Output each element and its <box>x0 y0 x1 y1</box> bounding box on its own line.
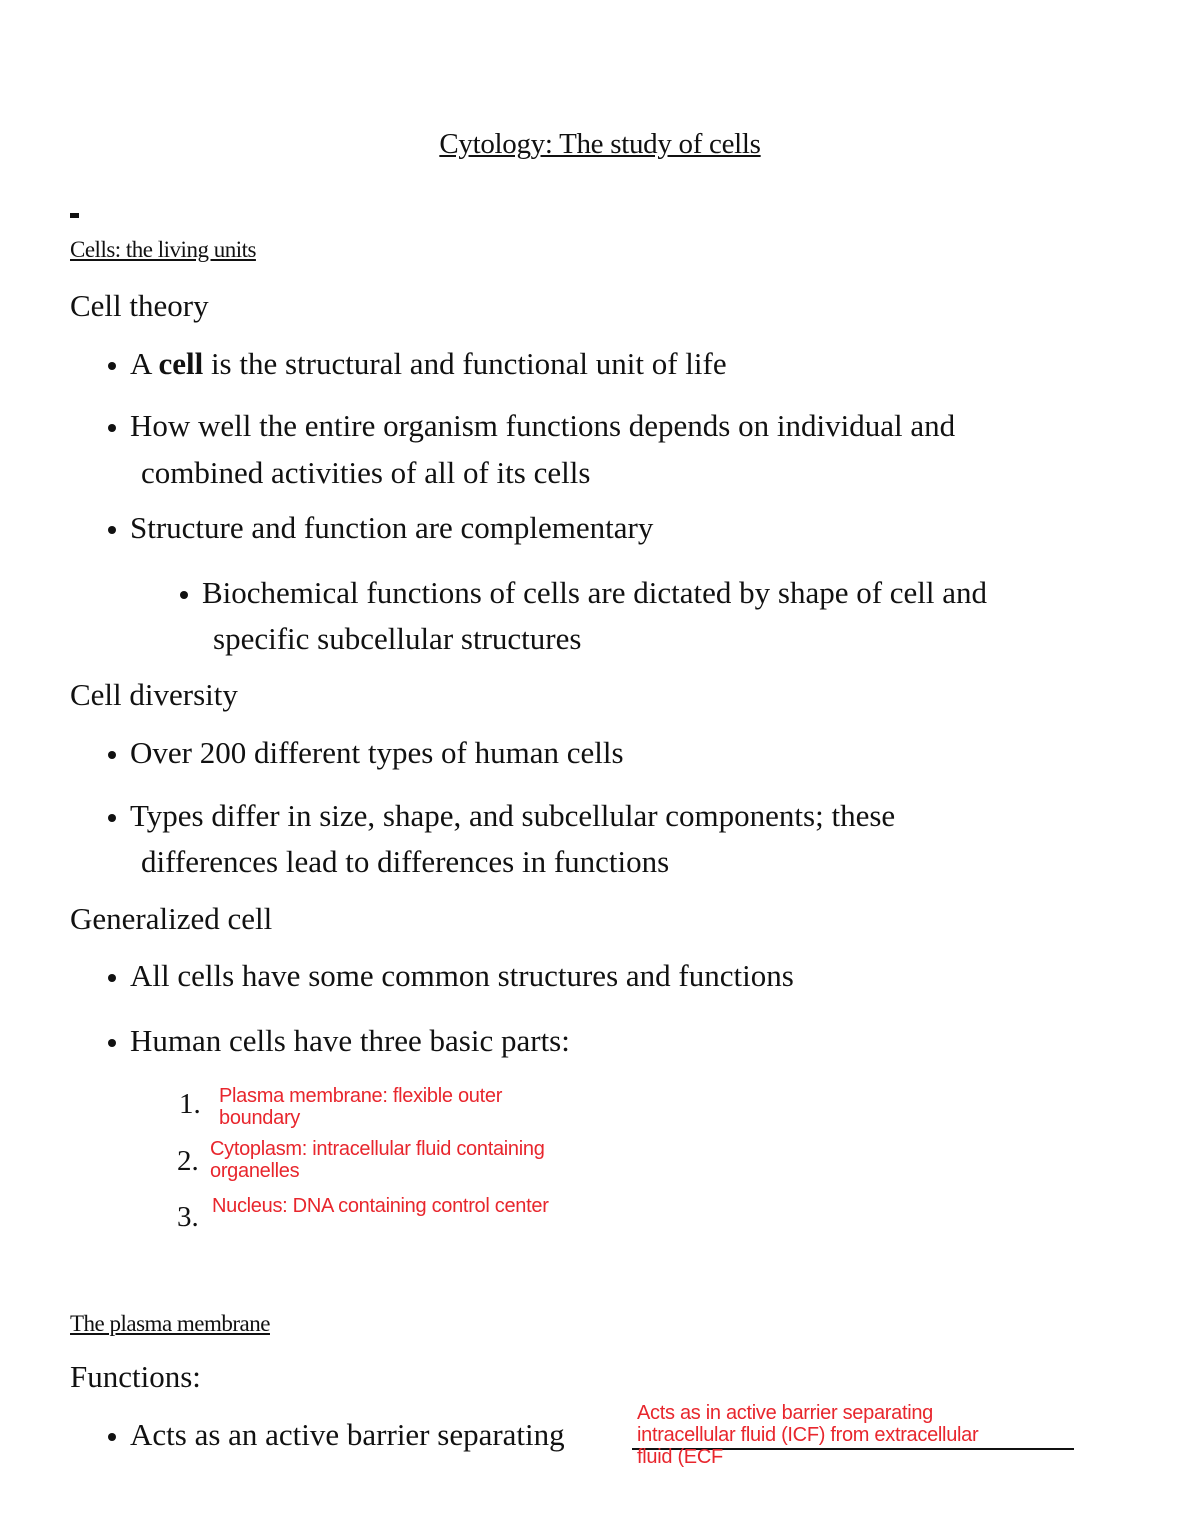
bullet-icon <box>108 424 116 432</box>
answer-cytoplasm: Cytoplasm: intracellular fluid containing organelles <box>210 1138 545 1182</box>
bullet-icon <box>108 362 116 370</box>
bullet-icon <box>108 814 116 822</box>
section-subtitle-cells: Cells: the living units <box>70 237 256 262</box>
list-item-common-structures: All cells have some common structures and functions <box>130 958 794 993</box>
list-item-organism-line2: combined activities of all of its cells <box>141 455 591 490</box>
section-subtitle-plasma-membrane: The plasma membrane <box>70 1311 270 1336</box>
part-number-3: 3. <box>177 1201 199 1233</box>
part-number-2: 2. <box>177 1145 199 1177</box>
sublist-item-biochemical-line2: specific subcellular structures <box>213 621 582 656</box>
heading-cell-diversity: Cell diversity <box>70 677 238 712</box>
text-fragment: is the structural and functional unit of life <box>203 346 727 381</box>
bullet-icon <box>108 1039 116 1047</box>
bullet-icon <box>108 974 116 982</box>
list-item-differences-line1: Types differ in size, shape, and subcellular components; these <box>130 798 896 833</box>
heading-generalized-cell: Generalized cell <box>70 901 273 936</box>
bullet-icon <box>108 1433 116 1441</box>
part-number-1: 1. <box>179 1088 201 1120</box>
list-item-structure-function: Structure and function are complementary <box>130 510 654 545</box>
bullet-icon <box>108 751 116 759</box>
answer-nucleus: Nucleus: DNA containing control center <box>212 1195 549 1217</box>
list-item-differences-line2: differences lead to differences in functions <box>141 844 670 879</box>
answer-plasma-membrane: Plasma membrane: flexible outer boundary <box>219 1085 503 1129</box>
list-item-cell-definition <box>130 346 727 382</box>
bullet-icon <box>108 526 116 534</box>
text-fragment: A <box>130 346 159 381</box>
answer-active-barrier: Acts as in active barrier separating intracellular fluid (ICF) from extracellular fluid (ECF <box>637 1402 979 1468</box>
page-title: Cytology: The study of cells <box>439 128 761 160</box>
bold-term-cell: cell <box>158 346 204 381</box>
heading-functions: Functions: <box>70 1359 201 1394</box>
bullet-icon <box>180 591 188 599</box>
list-item-active-barrier: Acts as an active barrier separating <box>130 1417 565 1452</box>
list-item-three-parts: Human cells have three basic parts: <box>130 1023 570 1058</box>
heading-cell-theory: Cell theory <box>70 288 209 323</box>
dash-mark <box>70 213 79 218</box>
list-item-cell-types: Over 200 different types of human cells <box>130 735 624 770</box>
list-item-organism-line1: How well the entire organism functions depends on individual and <box>130 408 956 443</box>
sublist-item-biochemical-line1: Biochemical functions of cells are dictated by shape of cell and <box>202 575 988 610</box>
